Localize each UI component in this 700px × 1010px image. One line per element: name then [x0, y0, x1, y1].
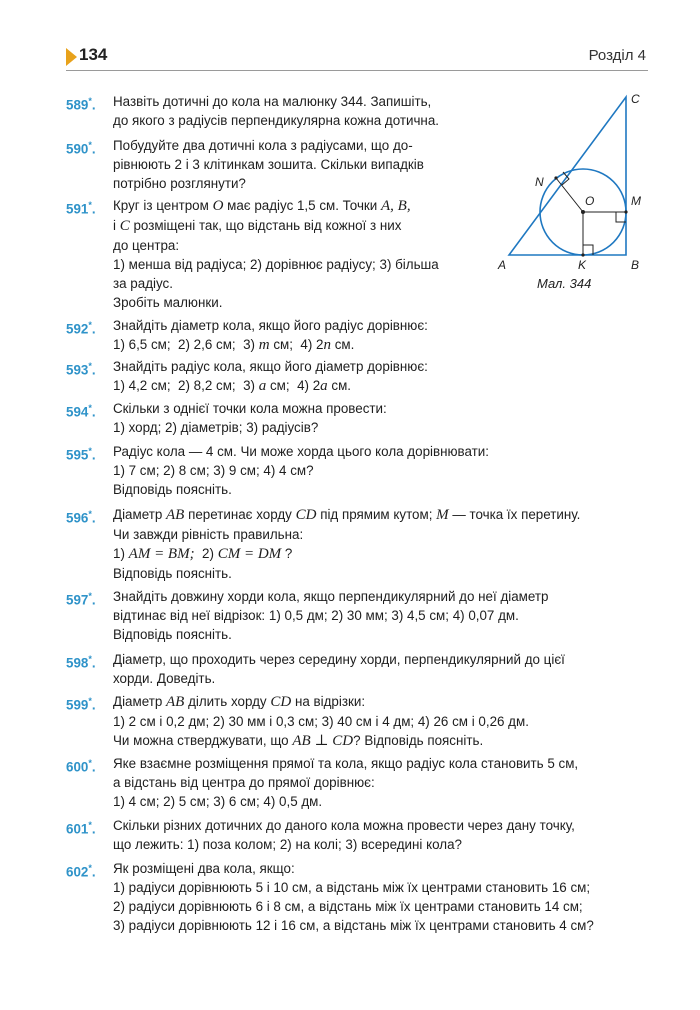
problem-text: і C розміщені так, що відстань від кожної з них: [113, 218, 402, 234]
problem-text: до центра:: [113, 238, 180, 253]
problem-number: 592*.: [66, 320, 96, 337]
problem-text: рівнюють 2 і 3 клітинкам зошита. Скільки випадків: [113, 157, 424, 172]
triangle-incircle-diagram: [495, 86, 655, 276]
label-b: B: [631, 258, 640, 272]
problem-number: 602*.: [66, 863, 96, 880]
problem-number: 598*.: [66, 654, 96, 671]
problem-text: відтинає від неї відрізок: 1) 0,5 дм; 2) 30 мм; 3) 4,5 см; 4) 0,07 дм.: [113, 608, 519, 623]
point-o: [581, 210, 585, 214]
problem-number: 591*.: [66, 200, 96, 217]
problem-text: Знайдіть діаметр кола, якщо його радіус дорівнює:: [113, 318, 428, 333]
problem-number: 590*.: [66, 140, 96, 157]
problem-600: [66, 754, 578, 811]
problem-text: 1) 2 см і 0,2 дм; 2) 30 мм і 0,3 см; 3) 40 см і 4 дм; 4) 26 см і 0,26 дм.: [113, 714, 529, 729]
problem-text: Знайдіть радіус кола, якщо його діаметр дорівнює:: [113, 359, 428, 374]
problem-text: 1) радіуси дорівнюють 5 і 10 см, а відстань між їх центрами становить 16 см;: [113, 880, 591, 895]
figure-caption: Мал. 344: [537, 276, 592, 291]
header-divider: [66, 70, 648, 71]
triangle-abc: [509, 97, 626, 255]
radius-on: [556, 178, 583, 212]
problem-text: 1) 6,5 см; 2) 2,6 см; 3) m см; 4) 2n см.: [113, 337, 355, 353]
problem-text: Назвіть дотичні до кола на малюнку 344. Запишіть,: [113, 94, 432, 109]
page-marker-triangle-icon: [66, 48, 77, 66]
problem-text: Круг із центром O має радіус 1,5 см. Точки A, B,: [113, 198, 411, 214]
problem-number: 599*.: [66, 696, 96, 713]
label-c: C: [631, 92, 640, 106]
problem-text: Радіус кола — 4 см. Чи може хорда цього кола дорівнювати:: [113, 444, 489, 459]
problem-text: хорди. Доведіть.: [113, 671, 216, 686]
problem-number: 601*.: [66, 820, 96, 837]
problem-text: Як розміщені два кола, якщо:: [113, 861, 295, 876]
figure-344: [495, 86, 655, 296]
problem-592: [66, 316, 428, 355]
label-o: O: [585, 194, 595, 208]
problem-text: потрібно розглянути?: [113, 176, 246, 191]
page-header: [0, 44, 700, 74]
problem-number: 593*.: [66, 361, 96, 378]
problem-text: 2) радіуси дорівнюють 6 і 8 см, а відстань між їх центрами становить 14 см;: [113, 899, 583, 914]
point-n: [554, 176, 557, 179]
problem-text: 3) радіуси дорівнюють 12 і 16 см, а відстань між їх центрами становить 4 см?: [113, 918, 594, 933]
problem-590: [66, 136, 424, 193]
problem-599: [66, 692, 529, 751]
label-k: K: [578, 258, 587, 272]
problem-text: 1) 4,2 см; 2) 8,2 см; 3) a см; 4) 2a см.: [113, 378, 351, 394]
problem-text: 1) 4 см; 2) 5 см; 3) 6 см; 4) 0,5 дм.: [113, 794, 323, 809]
problem-596: [66, 505, 580, 583]
section-title: Розділ 4: [588, 47, 646, 64]
problem-text: Яке взаємне розміщення прямої та кола, якщо радіус кола становить 5 см,: [113, 756, 579, 771]
problem-text: Зробіть малюнки.: [113, 295, 223, 310]
problem-text: Скільки різних дотичних до даного кола можна провести через дану точку,: [113, 818, 575, 833]
label-n: N: [535, 175, 544, 189]
problem-text: 1) хорд; 2) діаметрів; 3) радіусів?: [113, 420, 319, 435]
label-m: M: [631, 194, 641, 208]
problem-text: 1) 7 см; 2) 8 см; 3) 9 см; 4) 4 см?: [113, 463, 314, 478]
problem-text: що лежить: 1) поза колом; 2) на колі; 3) всередині кола?: [113, 837, 462, 852]
problem-597: [66, 587, 548, 644]
problem-598: [66, 650, 565, 688]
problem-text: 1) AM = BM; 2) CM = DM ?: [113, 546, 293, 562]
problem-text: за радіус.: [113, 276, 173, 291]
problem-text: Побудуйте два дотичні кола з радіусами, що до-: [113, 138, 413, 153]
point-k: [581, 253, 584, 256]
problem-593: [66, 357, 428, 396]
problem-601: [66, 816, 575, 854]
point-m: [624, 210, 627, 213]
page-number: 134: [79, 45, 108, 64]
problem-text: Чи завжди рівність правильна:: [113, 527, 304, 542]
problem-591: [66, 196, 439, 312]
problem-text: Відповідь поясніть.: [113, 627, 232, 642]
problem-text: Відповідь поясніть.: [113, 566, 232, 581]
problem-text: а відстань від центра до прямої дорівнює:: [113, 775, 375, 790]
problem-589: [66, 92, 439, 130]
problem-text: Відповідь поясніть.: [113, 482, 232, 497]
problem-text: до якого з радіусів перпендикулярна кожна дотична.: [113, 113, 439, 128]
problem-number: 589*.: [66, 96, 96, 113]
problem-text: 1) менша від радіуса; 2) дорівнює радіусу; 3) більша: [113, 257, 439, 272]
problem-number: 596*.: [66, 509, 96, 526]
problem-number: 595*.: [66, 446, 96, 463]
problem-text: Діаметр, що проходить через середину хорди, перпендикулярний до цієї: [113, 652, 565, 667]
problem-594: [66, 399, 387, 437]
problem-number: 597*.: [66, 591, 96, 608]
problem-number: 600*.: [66, 758, 96, 775]
problem-text: Скільки з однієї точки кола можна провести:: [113, 401, 387, 416]
problem-text: Діаметр AB перетинає хорду CD під прямим кутом; M — точка їх перетину.: [113, 507, 581, 523]
problem-text: Чи можна стверджувати, що AB ⊥ CD? Відповідь поясніть.: [113, 733, 484, 749]
problem-text: Знайдіть довжину хорди кола, якщо перпендикулярний до неї діаметр: [113, 589, 549, 604]
problem-number: 594*.: [66, 403, 96, 420]
label-a: A: [498, 258, 507, 272]
problem-602: [66, 859, 594, 935]
problem-text: Діаметр AB ділить хорду CD на відрізки:: [113, 694, 366, 710]
problem-595: [66, 442, 489, 499]
